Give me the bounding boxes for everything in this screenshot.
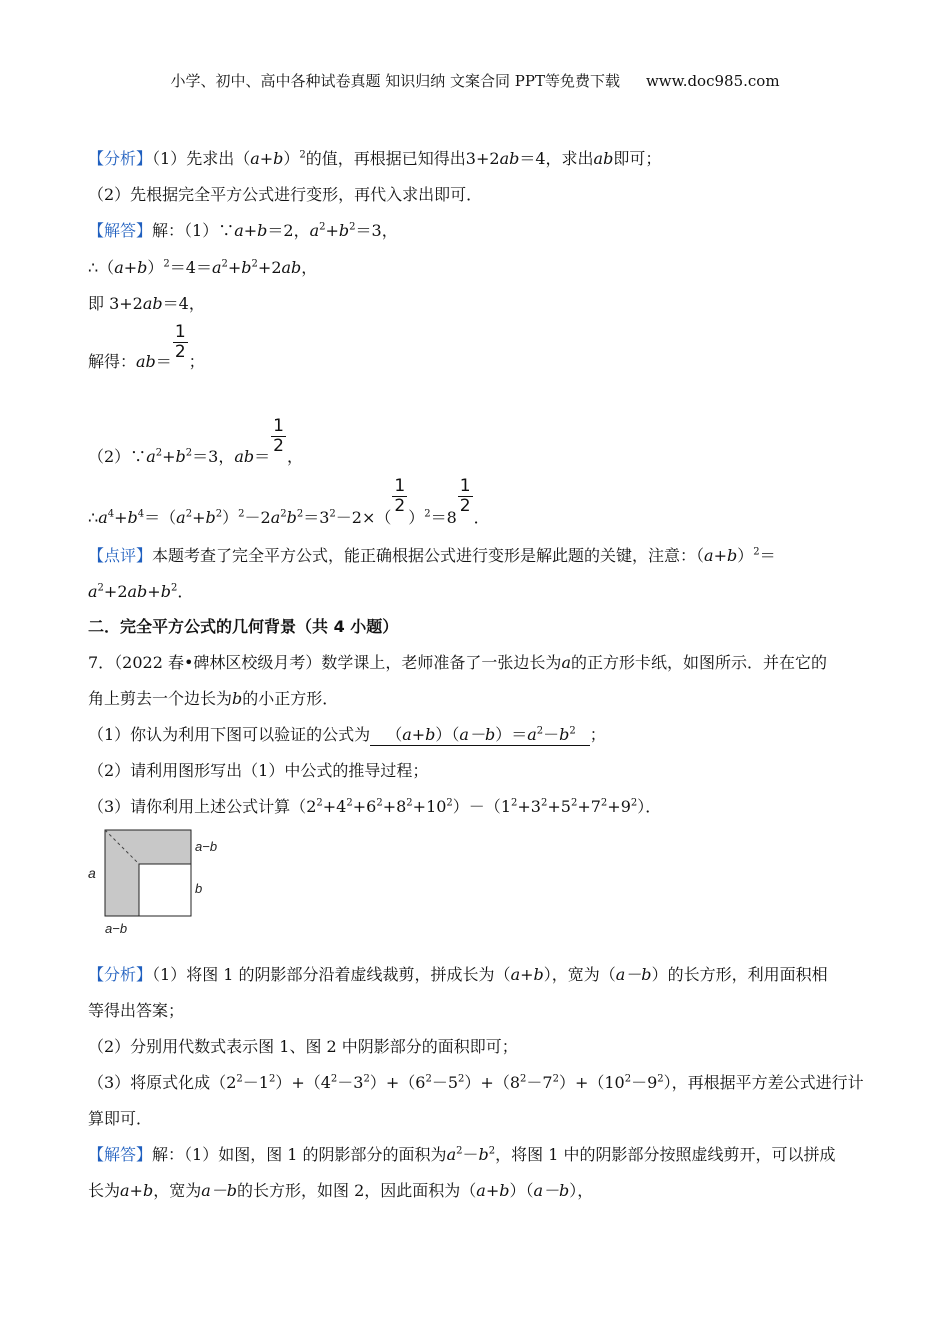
q7-sub-2: （2）请利用图形写出（1）中公式的推导过程； bbox=[88, 761, 429, 780]
p6-analysis-2: （2）先根据完全平方公式进行变形，再代入求出即可． bbox=[88, 185, 483, 204]
q7-analysis-1b: 等得出答案； bbox=[88, 1001, 185, 1020]
page-header bbox=[0, 70, 950, 91]
q7-analysis-2: （2）分别用代数式表示图 1、图 2 中阴影部分的面积即可； bbox=[88, 1037, 518, 1056]
section-heading: 二．完全平方公式的几何背景（共 4 小题） bbox=[88, 617, 399, 636]
solution-label: 【解答】 bbox=[88, 221, 153, 240]
fraction-half: $\frac{1}{2}$ bbox=[273, 416, 284, 456]
p6-part2-1: $(2)\because a^2+b^2=3$，ab＝ $\frac{1}{2}$ ， bbox=[88, 416, 303, 466]
label-a-minus-b-bottom: a−b bbox=[105, 921, 128, 936]
p6-part2-2: $\therefore a^4+b^4=(a^2+b^2)^2-2a^2b^2=3^2-2\times$（ $\frac{1}{2}$ ）$^2$＝8 $\frac{1}{2}$ ． bbox=[88, 476, 490, 527]
fraction-half: $\frac{1}{2}$ bbox=[394, 476, 406, 516]
p6-comment-1: 【点评】本题考查了完全平方公式，能正确根据公式进行变形是解此题的关键，注意：$(a+b)^2=$ bbox=[88, 546, 776, 565]
q7-solution-2: 长为a+b，宽为a－b的长方形，如图 2，因此面积为（a+b）（a－b）， bbox=[88, 1181, 594, 1200]
p6-solution-2: $\therefore(a+b)^2=4=a^2+b^2+2ab$， bbox=[88, 258, 318, 277]
comment-label: 【点评】 bbox=[88, 546, 153, 565]
p6-solution-1: 【解答】解：（1）∵a+b＝2，$a^2+b^2=3$， bbox=[88, 221, 398, 240]
q7-sub-3: （3）请你利用上述公式计算$(2^2+4^2+6^2+8^2+10^2)-(1^2+3^2+5^2+7^2+9^2)$． bbox=[88, 797, 662, 816]
header-text: 小学、初中、高中各种试卷真题 知识归纳 文案合同 PPT等免费下载 bbox=[170, 72, 620, 90]
q7-stem-1: 7．（2022 春•碑林区校级月考）数学课上，老师准备了一张边长为a的正方形卡纸，如图所示．并在它的 bbox=[88, 653, 827, 672]
label-b: b bbox=[195, 881, 203, 896]
p6-analysis-1: 【分析】（1）先求出$(a+b)^2$的值，再根据已知得出3+2ab＝4，求出ab即可； bbox=[88, 149, 662, 168]
label-a-minus-b-right: a−b bbox=[195, 839, 218, 854]
p6-solution-3: 即 3+2ab＝4， bbox=[88, 294, 205, 313]
p6-solution-4: 解得：ab＝ $\frac{1}{2}$ ； bbox=[88, 322, 205, 371]
answer-blank: $(a+b)(a-b)=a^2-b^2$ bbox=[370, 722, 590, 746]
q7-stem-2: 角上剪去一个边长为b的小正方形． bbox=[88, 689, 339, 708]
label-a: a bbox=[88, 865, 96, 881]
fraction-half: $\frac{1}{2}$ bbox=[459, 476, 471, 516]
q7-sub-1: （1）你认为利用下图可以验证的公式为 $(a+b)(a-b)=a^2-b^2$ ； bbox=[88, 722, 606, 746]
square-figure bbox=[84, 826, 244, 938]
q7-solution-1: 【解答】解：（1）如图，图 1 的阴影部分的面积为$a^2-b^2$，将图 1 中的阴影部分按照虚线剪开，可以拼成 bbox=[88, 1145, 836, 1164]
header-url[interactable]: www.doc985.com bbox=[645, 72, 780, 90]
q7-analysis-3b: 算即可． bbox=[88, 1109, 153, 1128]
small-square-cut bbox=[139, 864, 191, 916]
p6-comment-2: $a^2+2ab+b^2$． bbox=[88, 582, 194, 601]
fraction-half: $\frac{1}{2}$ bbox=[174, 322, 186, 362]
solution-label: 【解答】 bbox=[88, 1145, 153, 1164]
q7-analysis-3: （3）将原式化成$(2^2-1^2)+(4^2-3^2)+(6^2-5^2)+(8^2-7^2)+(10^2-9^2)$，再根据平方差公式进行计 bbox=[88, 1073, 864, 1092]
analysis-label: 【分析】 bbox=[88, 149, 153, 168]
analysis-label: 【分析】 bbox=[88, 965, 153, 984]
q7-analysis-1: 【分析】（1）将图 1 的阴影部分沿着虚线裁剪，拼成长为（a+b），宽为（a－b）的长方形，利用面积相 bbox=[88, 965, 828, 984]
